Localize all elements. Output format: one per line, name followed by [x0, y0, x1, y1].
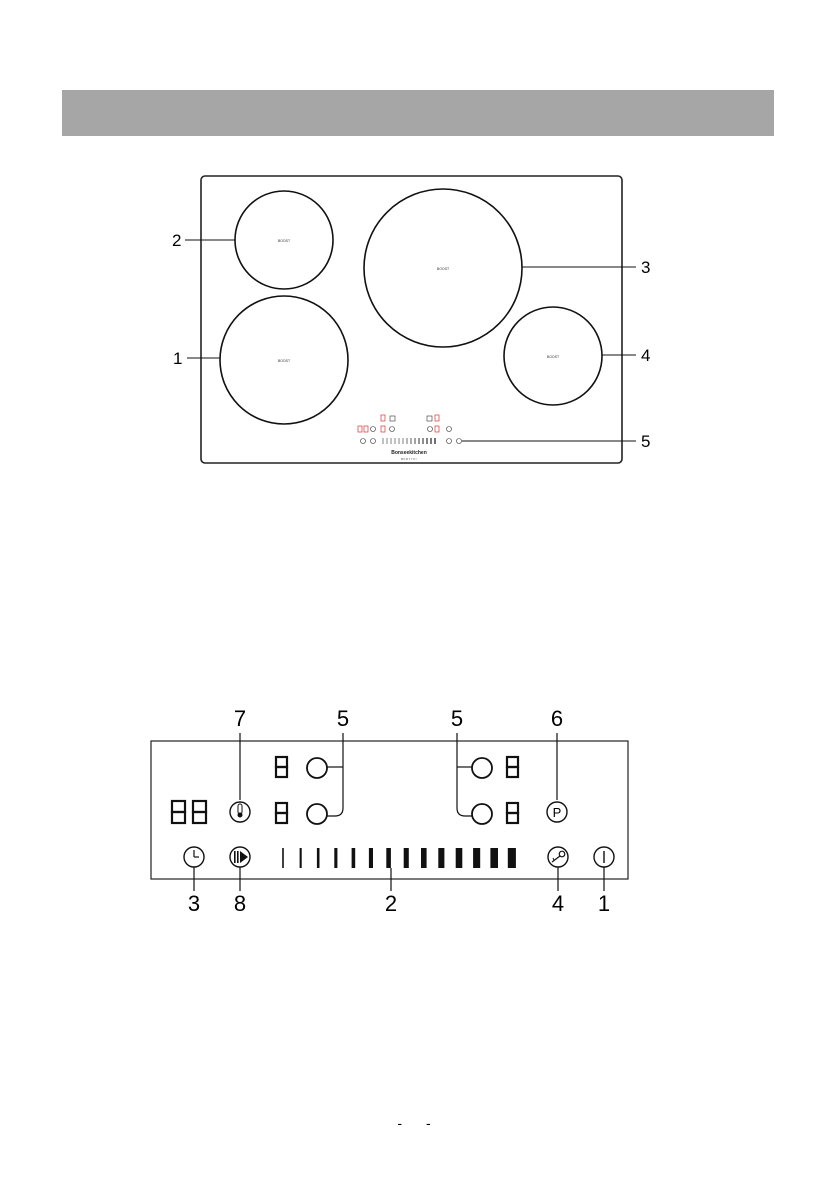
callout-top-3: 3: [641, 258, 651, 277]
zone-2-boost-label: BOOST: [277, 239, 291, 243]
callout-pause: 8: [233, 891, 247, 916]
preset-icon[interactable]: [547, 802, 567, 822]
clock-icon[interactable]: [184, 847, 204, 867]
slider-level-bar[interactable]: [490, 848, 498, 868]
callout-lock: 4: [551, 891, 565, 916]
slider-level-bar[interactable]: [508, 848, 516, 868]
slider-level-bar[interactable]: [317, 848, 320, 868]
zone-4-boost-label: BOOST: [546, 355, 560, 359]
brand-label: Bonseekitchen: [391, 450, 427, 456]
callout-preset: 6: [550, 706, 564, 731]
cooktop-outline: [201, 176, 622, 463]
callout-zone-select-right: 5: [450, 706, 464, 731]
callout-timer: 3: [187, 891, 201, 916]
slider-level-bar[interactable]: [421, 848, 427, 868]
key-lock-icon[interactable]: [548, 847, 568, 867]
cooktop-diagram: [172, 176, 650, 463]
callout-zone-select-left: 5: [336, 706, 350, 731]
brand-sub-label: BKD77CI: [400, 457, 418, 461]
callout-top-1: 1: [173, 349, 183, 368]
page-number: - -: [397, 1115, 441, 1131]
callout-top-5: 5: [641, 432, 651, 451]
callout-top-2: 2: [172, 231, 182, 250]
slider-level-bar[interactable]: [456, 848, 463, 868]
slider-level-bar[interactable]: [404, 848, 409, 868]
slider-level-bar[interactable]: [386, 848, 391, 868]
slider-level-bar[interactable]: [282, 848, 284, 868]
callout-slider: 2: [384, 891, 398, 916]
callout-top-4: 4: [641, 346, 651, 365]
thermometer-icon[interactable]: [230, 802, 250, 822]
slider-level-bar[interactable]: [334, 848, 337, 868]
slider-level-bar[interactable]: [352, 848, 356, 868]
control-panel-diagram: [151, 706, 628, 916]
slider-level-bar[interactable]: [438, 848, 444, 868]
slider-level-bar[interactable]: [300, 848, 302, 868]
slider-level-bar[interactable]: [369, 848, 373, 868]
zone-3-boost-label: BOOST: [436, 267, 450, 271]
preset-letter: P: [552, 805, 562, 820]
slider-level-bar[interactable]: [473, 848, 480, 868]
zone-1-boost-label: BOOST: [277, 359, 291, 363]
pause-play-icon[interactable]: [230, 847, 250, 867]
power-icon[interactable]: [594, 847, 614, 867]
callout-keep-warm: 7: [233, 706, 247, 731]
callout-power: 1: [597, 891, 611, 916]
